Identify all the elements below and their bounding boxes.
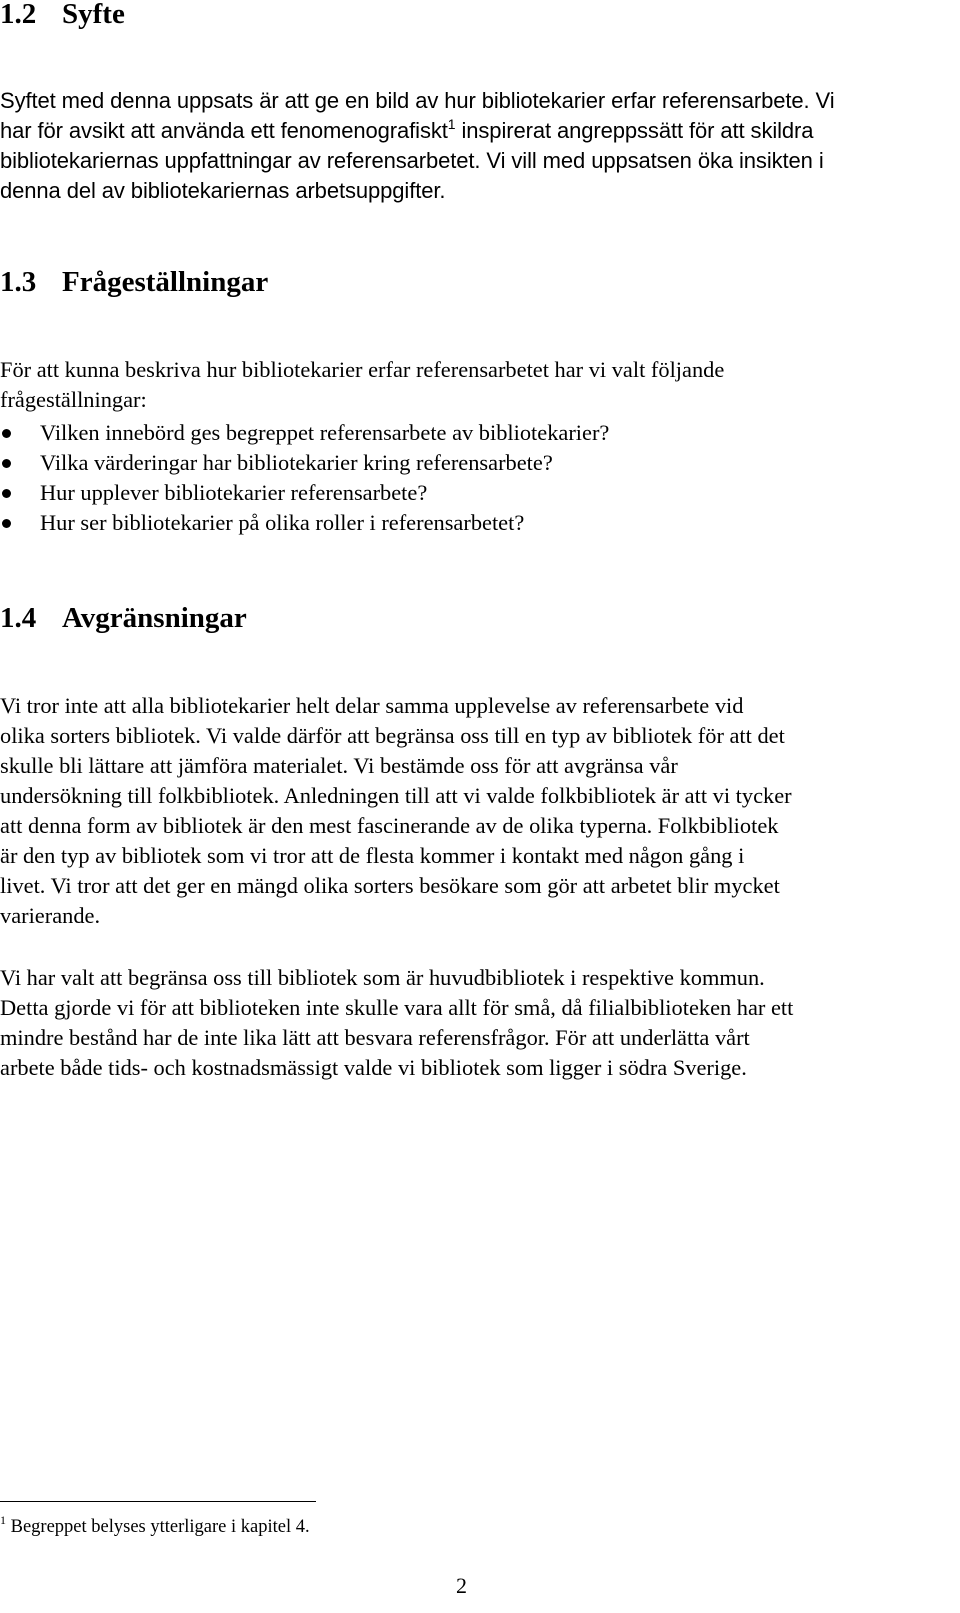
text-line: bibliotekariernas uppfattningar av referensarbetet. Vi vill med uppsatsen öka insikten i [0,148,824,173]
question-text: Hur upplever bibliotekarier referensarbete? [40,480,428,505]
bullet-icon [2,429,11,438]
question-list [0,418,609,538]
list-item [0,418,609,448]
section-title: Syfte [62,0,125,30]
text-line: att denna form av bibliotek är den mest fascinerande av de olika typerna. Folkbibliotek [0,813,779,838]
section-number: 1.2 [0,0,37,30]
list-item [0,508,609,538]
section-heading-syfte [0,0,125,29]
section-number: 1.3 [0,266,37,298]
question-text: Hur ser bibliotekarier på olika roller i referensarbetet? [40,510,525,535]
text-line: olika sorters bibliotek. Vi valde därför att begränsa oss till en typ av bibliotek för att det [0,723,785,748]
text-line [0,116,955,146]
text-segment: inspirerat angreppssätt för att skildra [461,118,814,143]
bullet-icon [2,519,11,528]
text-line: Syftet med denna uppsats är att ge en bild av hur bibliotekarier erfar referensarbete. Vi [0,88,835,113]
text-line: livet. Vi tror att det ger en mängd olika sorters besökare som gör att arbetet blir mycket [0,873,780,898]
section-heading-fragestallningar [0,268,268,297]
text-line: denna del av bibliotekariernas arbetsuppgifter. [0,178,446,203]
text-line: är den typ av bibliotek som vi tror att de flesta kommer i kontakt med någon gång i [0,843,745,868]
list-item [0,478,609,508]
text-line: arbete både tids- och kostnadsmässigt valde vi bibliotek som ligger i södra Sverige. [0,1055,747,1080]
footnote [0,1515,310,1539]
footnote-marker: 1 [0,1513,6,1527]
footnote-separator [0,1501,316,1502]
section-number: 1.4 [0,602,37,634]
text-line: varierande. [0,903,101,928]
question-text: Vilka värderingar har bibliotekarier kring referensarbete? [40,450,553,475]
list-item [0,448,609,478]
text-segment: har för avsikt att använda ett fenomenografiskt [0,118,448,143]
avgransningar-paragraph-1 [0,691,955,931]
section-title: Frågeställningar [62,266,269,298]
syfte-paragraph [0,86,955,206]
bullet-icon [2,489,11,498]
fragestallningar-intro [0,355,955,415]
text-line: frågeställningar: [0,387,147,412]
section-title: Avgränsningar [62,602,247,634]
text-line: undersökning till folkbibliotek. Anledningen till att vi valde folkbibliotek är att vi tycker [0,783,792,808]
bullet-icon [2,459,11,468]
text-line: mindre bestånd har de inte lika lätt att besvara referensfrågor. För att underlätta vårt [0,1025,750,1050]
text-line: skulle bli lättare att jämföra materialet. Vi bestämde oss för att avgränsa vår [0,753,678,778]
text-line: För att kunna beskriva hur bibliotekarier erfar referensarbetet har vi valt följande [0,357,725,382]
text-line: Vi har valt att begränsa oss till bibliotek som är huvudbibliotek i respektive kommun. [0,965,765,990]
avgransningar-paragraph-2 [0,963,955,1083]
footnote-reference[interactable]: 1 [447,116,456,132]
text-line: Vi tror inte att alla bibliotekarier helt delar samma upplevelse av referensarbete vid [0,693,744,718]
text-line: Detta gjorde vi för att biblioteken inte skulle vara allt för små, då filialbiblioteken har ett [0,995,794,1020]
section-heading-avgransningar [0,604,247,633]
footnote-text: Begreppet belyses ytterligare i kapitel 4. [10,1517,310,1537]
page-number: 2 [456,1573,467,1598]
question-text: Vilken innebörd ges begreppet referensarbete av bibliotekarier? [40,420,610,445]
